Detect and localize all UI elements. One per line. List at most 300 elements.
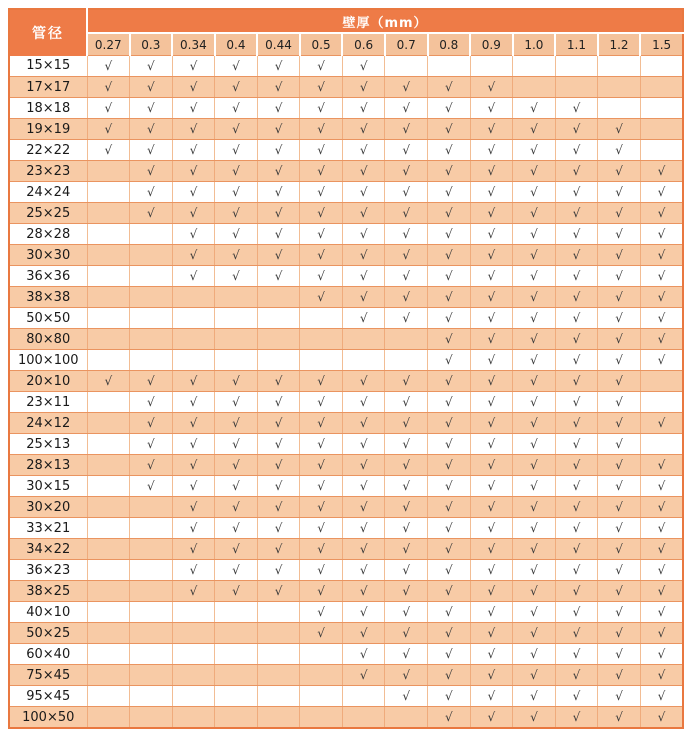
empty-cell <box>87 161 130 182</box>
check-cell: √ <box>215 539 258 560</box>
check-cell: √ <box>598 308 641 329</box>
check-cell: √ <box>470 98 513 119</box>
table-row-36×36 <box>9 266 683 287</box>
check-cell: √ <box>130 476 173 497</box>
empty-cell <box>87 350 130 371</box>
check-cell: √ <box>428 665 471 686</box>
empty-cell <box>172 602 215 623</box>
check-cell: √ <box>130 161 173 182</box>
table-row-19×19 <box>9 119 683 140</box>
check-cell: √ <box>428 392 471 413</box>
check-cell: √ <box>640 182 683 203</box>
check-cell: √ <box>257 119 300 140</box>
check-cell: √ <box>640 497 683 518</box>
check-cell: √ <box>172 56 215 77</box>
check-cell: √ <box>513 539 556 560</box>
check-cell: √ <box>300 413 343 434</box>
check-cell: √ <box>598 476 641 497</box>
check-cell: √ <box>300 77 343 98</box>
check-cell: √ <box>87 371 130 392</box>
check-cell: √ <box>385 455 428 476</box>
check-cell: √ <box>513 350 556 371</box>
check-cell: √ <box>555 308 598 329</box>
check-cell: √ <box>555 350 598 371</box>
check-cell: √ <box>172 518 215 539</box>
check-cell: √ <box>428 182 471 203</box>
check-cell: √ <box>130 182 173 203</box>
empty-cell <box>172 287 215 308</box>
table-row-50×50 <box>9 308 683 329</box>
table-row-95×45 <box>9 686 683 707</box>
check-cell: √ <box>598 119 641 140</box>
check-cell: √ <box>598 182 641 203</box>
row-label: 100×100 <box>9 350 87 371</box>
check-cell: √ <box>470 434 513 455</box>
row-label: 50×50 <box>9 308 87 329</box>
table-row-30×20 <box>9 497 683 518</box>
check-cell: √ <box>555 707 598 729</box>
table-row-36×23 <box>9 560 683 581</box>
check-cell: √ <box>300 98 343 119</box>
check-cell: √ <box>385 602 428 623</box>
check-cell: √ <box>513 182 556 203</box>
check-cell: √ <box>342 644 385 665</box>
check-cell: √ <box>470 518 513 539</box>
check-cell: √ <box>130 56 173 77</box>
row-label: 40×10 <box>9 602 87 623</box>
check-cell: √ <box>513 518 556 539</box>
check-cell: √ <box>428 329 471 350</box>
empty-cell <box>87 602 130 623</box>
empty-cell <box>130 581 173 602</box>
check-cell: √ <box>640 350 683 371</box>
check-cell: √ <box>342 560 385 581</box>
check-cell: √ <box>598 161 641 182</box>
header-row-group <box>9 9 683 33</box>
check-cell: √ <box>470 329 513 350</box>
empty-cell <box>342 350 385 371</box>
row-label: 80×80 <box>9 329 87 350</box>
row-label: 24×12 <box>9 413 87 434</box>
check-cell: √ <box>555 161 598 182</box>
empty-cell <box>300 686 343 707</box>
check-cell: √ <box>172 119 215 140</box>
check-cell: √ <box>172 434 215 455</box>
check-cell: √ <box>342 602 385 623</box>
check-cell: √ <box>300 203 343 224</box>
row-label: 18×18 <box>9 98 87 119</box>
check-cell: √ <box>640 203 683 224</box>
check-cell: √ <box>385 644 428 665</box>
row-label: 17×17 <box>9 77 87 98</box>
empty-cell <box>640 140 683 161</box>
col-header-0.4: 0.4 <box>215 33 258 56</box>
check-cell: √ <box>257 371 300 392</box>
empty-cell <box>87 434 130 455</box>
empty-cell <box>87 581 130 602</box>
check-cell: √ <box>385 623 428 644</box>
col-header-1.1: 1.1 <box>555 33 598 56</box>
check-cell: √ <box>555 245 598 266</box>
table-row-15×15 <box>9 56 683 77</box>
check-cell: √ <box>513 161 556 182</box>
empty-cell <box>257 329 300 350</box>
empty-cell <box>257 665 300 686</box>
check-cell: √ <box>342 140 385 161</box>
table-row-28×28 <box>9 224 683 245</box>
check-cell: √ <box>342 497 385 518</box>
check-cell: √ <box>513 329 556 350</box>
empty-cell <box>130 266 173 287</box>
check-cell: √ <box>385 245 428 266</box>
check-cell: √ <box>555 266 598 287</box>
check-cell: √ <box>215 140 258 161</box>
check-cell: √ <box>428 98 471 119</box>
table-row-20×10 <box>9 371 683 392</box>
empty-cell <box>215 308 258 329</box>
empty-cell <box>385 329 428 350</box>
col-header-1.2: 1.2 <box>598 33 641 56</box>
check-cell: √ <box>130 98 173 119</box>
group-header-wall-thickness: 壁厚（mm） <box>87 9 683 33</box>
check-cell: √ <box>257 266 300 287</box>
empty-cell <box>130 245 173 266</box>
check-cell: √ <box>342 518 385 539</box>
check-cell: √ <box>215 98 258 119</box>
empty-cell <box>130 329 173 350</box>
check-cell: √ <box>257 539 300 560</box>
check-cell: √ <box>555 203 598 224</box>
check-cell: √ <box>385 686 428 707</box>
empty-cell <box>342 686 385 707</box>
check-cell: √ <box>257 56 300 77</box>
empty-cell <box>300 308 343 329</box>
empty-cell <box>130 623 173 644</box>
check-cell: √ <box>385 77 428 98</box>
check-cell: √ <box>87 140 130 161</box>
check-cell: √ <box>640 224 683 245</box>
check-cell: √ <box>257 203 300 224</box>
check-cell: √ <box>513 371 556 392</box>
check-cell: √ <box>172 371 215 392</box>
check-cell: √ <box>640 455 683 476</box>
check-cell: √ <box>513 644 556 665</box>
check-cell: √ <box>640 560 683 581</box>
check-cell: √ <box>257 161 300 182</box>
empty-cell <box>87 182 130 203</box>
check-cell: √ <box>555 602 598 623</box>
check-cell: √ <box>300 392 343 413</box>
empty-cell <box>513 77 556 98</box>
check-cell: √ <box>555 119 598 140</box>
empty-cell <box>172 707 215 729</box>
empty-cell <box>257 287 300 308</box>
empty-cell <box>87 707 130 729</box>
check-cell: √ <box>130 413 173 434</box>
check-cell: √ <box>470 581 513 602</box>
row-label: 24×24 <box>9 182 87 203</box>
table-row-80×80 <box>9 329 683 350</box>
check-cell: √ <box>513 455 556 476</box>
check-cell: √ <box>428 413 471 434</box>
check-cell: √ <box>342 581 385 602</box>
check-cell: √ <box>130 77 173 98</box>
check-cell: √ <box>300 539 343 560</box>
check-cell: √ <box>385 392 428 413</box>
check-cell: √ <box>385 497 428 518</box>
empty-cell <box>172 665 215 686</box>
check-cell: √ <box>342 77 385 98</box>
check-cell: √ <box>215 560 258 581</box>
check-cell: √ <box>555 434 598 455</box>
check-cell: √ <box>555 392 598 413</box>
empty-cell <box>130 497 173 518</box>
table-row-24×12 <box>9 413 683 434</box>
check-cell: √ <box>172 392 215 413</box>
check-cell: √ <box>300 56 343 77</box>
check-cell: √ <box>342 182 385 203</box>
check-cell: √ <box>342 455 385 476</box>
row-label: 38×25 <box>9 581 87 602</box>
check-cell: √ <box>342 413 385 434</box>
empty-cell <box>172 623 215 644</box>
check-cell: √ <box>640 707 683 729</box>
check-cell: √ <box>640 308 683 329</box>
check-cell: √ <box>172 539 215 560</box>
check-cell: √ <box>640 518 683 539</box>
table-row-23×23 <box>9 161 683 182</box>
check-cell: √ <box>513 707 556 729</box>
empty-cell <box>130 539 173 560</box>
check-cell: √ <box>172 77 215 98</box>
check-cell: √ <box>130 455 173 476</box>
check-cell: √ <box>130 434 173 455</box>
check-cell: √ <box>428 644 471 665</box>
check-cell: √ <box>640 245 683 266</box>
check-cell: √ <box>598 434 641 455</box>
check-cell: √ <box>215 518 258 539</box>
empty-cell <box>87 560 130 581</box>
check-cell: √ <box>428 518 471 539</box>
empty-cell <box>428 56 471 77</box>
check-cell: √ <box>513 140 556 161</box>
check-cell: √ <box>555 98 598 119</box>
row-label: 75×45 <box>9 665 87 686</box>
row-label: 19×19 <box>9 119 87 140</box>
row-label: 20×10 <box>9 371 87 392</box>
col-header-0.44: 0.44 <box>257 33 300 56</box>
check-cell: √ <box>257 77 300 98</box>
check-cell: √ <box>428 161 471 182</box>
check-cell: √ <box>470 224 513 245</box>
check-cell: √ <box>300 266 343 287</box>
check-cell: √ <box>513 497 556 518</box>
check-cell: √ <box>342 203 385 224</box>
row-label: 100×50 <box>9 707 87 729</box>
row-label: 38×38 <box>9 287 87 308</box>
empty-cell <box>130 686 173 707</box>
check-cell: √ <box>215 224 258 245</box>
check-cell: √ <box>470 77 513 98</box>
check-cell: √ <box>470 623 513 644</box>
check-cell: √ <box>257 140 300 161</box>
empty-cell <box>130 665 173 686</box>
row-label: 36×36 <box>9 266 87 287</box>
check-cell: √ <box>385 140 428 161</box>
check-cell: √ <box>513 98 556 119</box>
check-cell: √ <box>130 203 173 224</box>
empty-cell <box>215 602 258 623</box>
check-cell: √ <box>513 287 556 308</box>
check-cell: √ <box>215 161 258 182</box>
empty-cell <box>257 644 300 665</box>
check-cell: √ <box>215 434 258 455</box>
check-cell: √ <box>513 581 556 602</box>
check-cell: √ <box>257 98 300 119</box>
check-cell: √ <box>513 623 556 644</box>
empty-cell <box>555 77 598 98</box>
check-cell: √ <box>172 182 215 203</box>
check-cell: √ <box>342 392 385 413</box>
check-cell: √ <box>300 434 343 455</box>
check-cell: √ <box>640 581 683 602</box>
check-cell: √ <box>300 560 343 581</box>
check-cell: √ <box>300 182 343 203</box>
check-cell: √ <box>215 371 258 392</box>
empty-cell <box>87 308 130 329</box>
check-cell: √ <box>513 665 556 686</box>
row-label: 95×45 <box>9 686 87 707</box>
check-cell: √ <box>555 581 598 602</box>
empty-cell <box>513 56 556 77</box>
check-cell: √ <box>598 224 641 245</box>
check-cell: √ <box>428 560 471 581</box>
check-cell: √ <box>428 707 471 729</box>
check-cell: √ <box>342 266 385 287</box>
empty-cell <box>172 329 215 350</box>
check-cell: √ <box>470 392 513 413</box>
check-cell: √ <box>300 287 343 308</box>
row-label: 60×40 <box>9 644 87 665</box>
check-cell: √ <box>513 413 556 434</box>
check-cell: √ <box>640 161 683 182</box>
empty-cell <box>257 602 300 623</box>
check-cell: √ <box>640 476 683 497</box>
table-row-38×38 <box>9 287 683 308</box>
col-header-1.0: 1.0 <box>513 33 556 56</box>
check-cell: √ <box>257 182 300 203</box>
check-cell: √ <box>172 476 215 497</box>
check-cell: √ <box>513 392 556 413</box>
col-header-0.8: 0.8 <box>428 33 471 56</box>
table-row-60×40 <box>9 644 683 665</box>
check-cell: √ <box>555 140 598 161</box>
check-cell: √ <box>385 266 428 287</box>
table-row-33×21 <box>9 518 683 539</box>
check-cell: √ <box>470 497 513 518</box>
empty-cell <box>130 287 173 308</box>
empty-cell <box>172 350 215 371</box>
table-row-17×17 <box>9 77 683 98</box>
check-cell: √ <box>555 371 598 392</box>
check-cell: √ <box>257 476 300 497</box>
check-cell: √ <box>300 140 343 161</box>
empty-cell <box>555 56 598 77</box>
empty-cell <box>87 224 130 245</box>
table-row-100×100 <box>9 350 683 371</box>
check-cell: √ <box>300 518 343 539</box>
check-cell: √ <box>172 245 215 266</box>
check-cell: √ <box>385 560 428 581</box>
check-cell: √ <box>598 371 641 392</box>
empty-cell <box>640 98 683 119</box>
row-label: 23×11 <box>9 392 87 413</box>
row-label: 30×30 <box>9 245 87 266</box>
empty-cell <box>342 329 385 350</box>
check-cell: √ <box>428 140 471 161</box>
empty-cell <box>257 308 300 329</box>
check-cell: √ <box>428 287 471 308</box>
check-cell: √ <box>598 581 641 602</box>
check-cell: √ <box>172 497 215 518</box>
row-label: 33×21 <box>9 518 87 539</box>
check-cell: √ <box>215 497 258 518</box>
check-cell: √ <box>257 518 300 539</box>
empty-cell <box>215 623 258 644</box>
table-row-24×24 <box>9 182 683 203</box>
empty-cell <box>87 497 130 518</box>
empty-cell <box>87 665 130 686</box>
check-cell: √ <box>640 665 683 686</box>
check-cell: √ <box>470 140 513 161</box>
check-cell: √ <box>172 203 215 224</box>
row-label: 28×28 <box>9 224 87 245</box>
check-cell: √ <box>598 203 641 224</box>
check-cell: √ <box>300 455 343 476</box>
check-cell: √ <box>215 392 258 413</box>
check-cell: √ <box>428 434 471 455</box>
check-cell: √ <box>215 581 258 602</box>
row-label: 25×13 <box>9 434 87 455</box>
check-cell: √ <box>300 623 343 644</box>
check-cell: √ <box>257 392 300 413</box>
check-cell: √ <box>172 98 215 119</box>
check-cell: √ <box>215 476 258 497</box>
table-row-100×50 <box>9 707 683 729</box>
check-cell: √ <box>555 623 598 644</box>
check-cell: √ <box>555 497 598 518</box>
col-header-0.5: 0.5 <box>300 33 343 56</box>
check-cell: √ <box>87 119 130 140</box>
empty-cell <box>257 350 300 371</box>
check-cell: √ <box>257 245 300 266</box>
check-cell: √ <box>640 413 683 434</box>
check-cell: √ <box>470 413 513 434</box>
empty-cell <box>300 707 343 729</box>
check-cell: √ <box>342 623 385 644</box>
check-cell: √ <box>257 560 300 581</box>
check-cell: √ <box>513 203 556 224</box>
check-cell: √ <box>513 602 556 623</box>
check-cell: √ <box>513 434 556 455</box>
empty-cell <box>598 98 641 119</box>
check-cell: √ <box>257 455 300 476</box>
empty-cell <box>385 56 428 77</box>
corner-header-pipe-diameter: 管径 <box>9 9 87 56</box>
check-cell: √ <box>428 539 471 560</box>
empty-cell <box>640 392 683 413</box>
check-cell: √ <box>428 203 471 224</box>
